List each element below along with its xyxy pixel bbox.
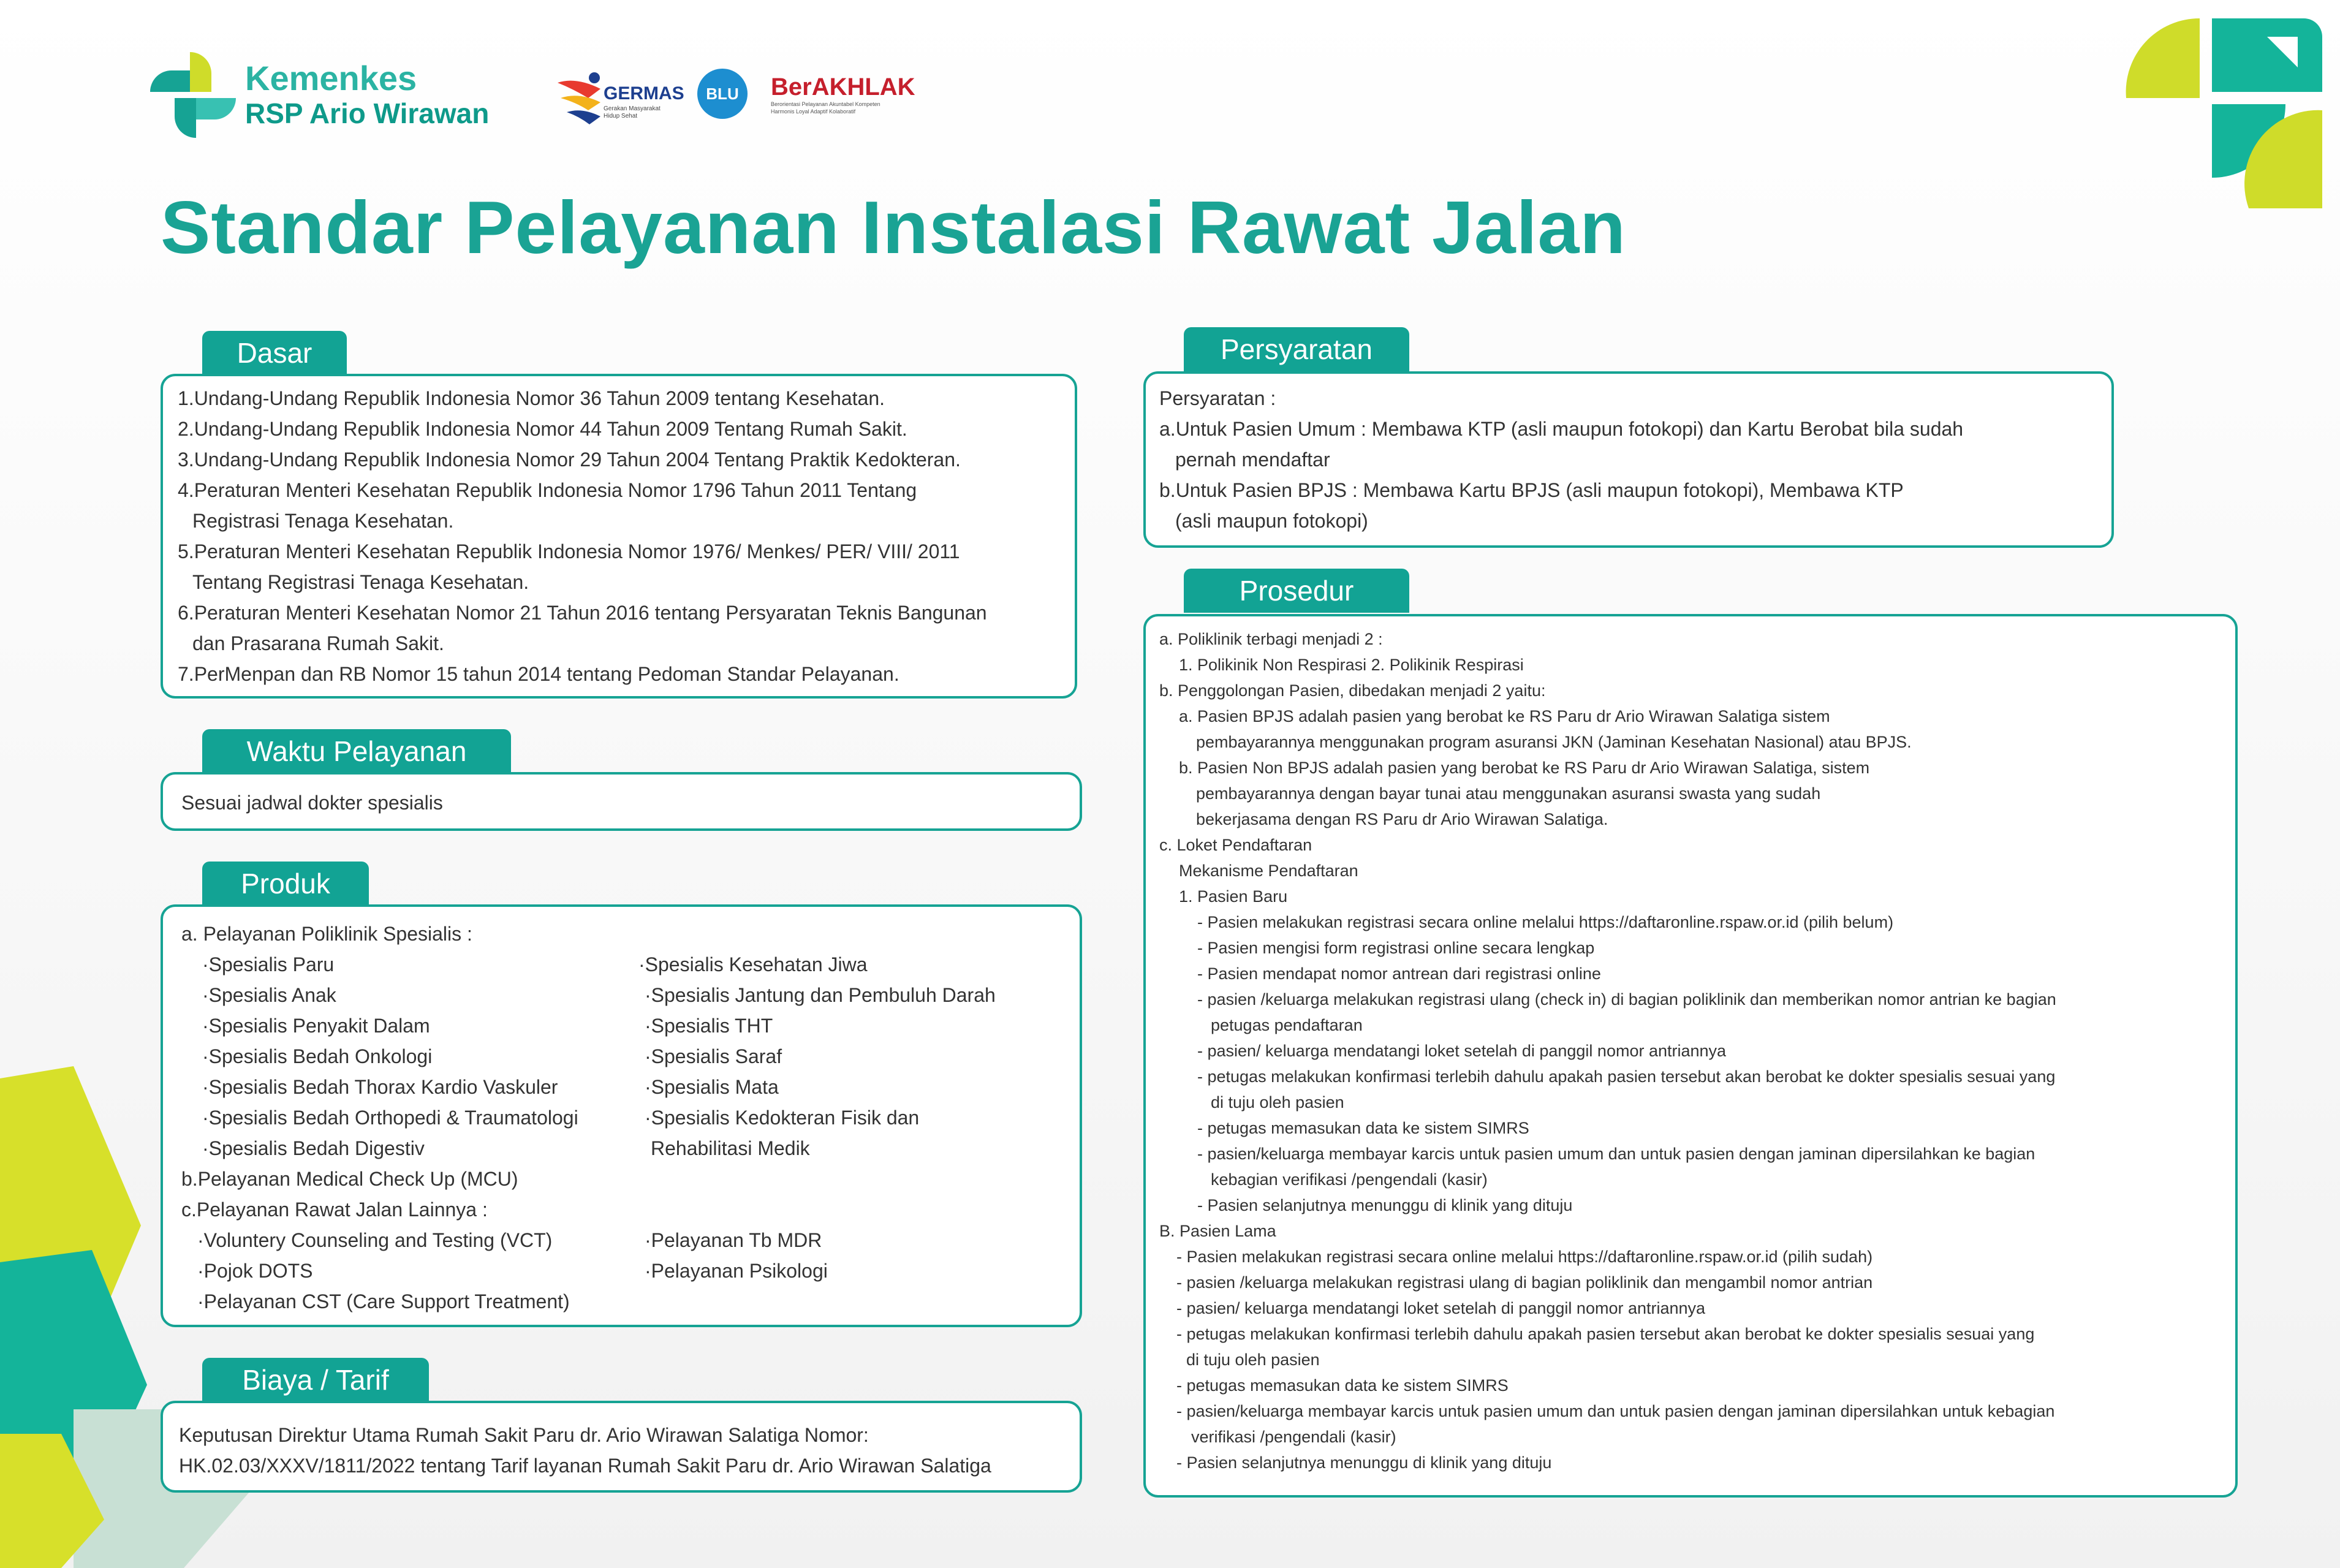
produk-right-line: ·Pelayanan Psikologi bbox=[645, 1260, 828, 1282]
produk-left-line: c.Pelayanan Rawat Jalan Lainnya : bbox=[181, 1199, 488, 1221]
dasar-line: 6.Peraturan Menteri Kesehatan Nomor 21 Tahun 2016 tentang Persyaratan Teknis Bangunan bbox=[178, 602, 987, 624]
produk-left-line: a. Pelayanan Poliklinik Spesialis : bbox=[181, 923, 472, 945]
produk-left-line: ·Spesialis Bedah Thorax Kardio Vaskuler bbox=[202, 1076, 558, 1098]
produk-left-line: ·Spesialis Paru bbox=[202, 953, 335, 975]
prosedur-line: di tuju oleh pasien bbox=[1211, 1093, 1344, 1112]
prosedur-line: bekerjasama dengan RS Paru dr Ario Wirawan Salatiga. bbox=[1196, 810, 1608, 828]
prosedur-line: - petugas memasukan data ke sistem SIMRS bbox=[1197, 1119, 1529, 1137]
produk-tab: Produk bbox=[202, 862, 369, 906]
persyaratan-line: pernah mendaftar bbox=[1175, 449, 1330, 471]
prosedur-line: - pasien /keluarga melakukan registrasi ulang di bagian poliklinik dan mengambil nomor antrian bbox=[1176, 1273, 1873, 1292]
prosedur-line: pembayarannya menggunakan program asuransi JKN (Jaminan Kesehatan Nasional) atau BPJS. bbox=[1196, 733, 1912, 751]
waktu-tab: Waktu Pelayanan bbox=[202, 729, 511, 773]
prosedur-line: a. Poliklinik terbagi menjadi 2 : bbox=[1159, 630, 1383, 648]
prosedur-line: - Pasien melakukan registrasi secara online melalui https://daftaronline.rspaw.or.id (pilih sudah) bbox=[1176, 1248, 1873, 1266]
prosedur-line: - pasien /keluarga melakukan registrasi ulang (check in) di bagian poliklinik dan memberikan nomor antrian ke bagian bbox=[1197, 990, 2056, 1009]
produk-right-line: ·Pelayanan Tb MDR bbox=[645, 1229, 822, 1251]
top-right-decor-shapes bbox=[2120, 12, 2328, 221]
prosedur-line: - pasien/ keluarga mendatangi loket setelah di panggil nomor antriannya bbox=[1176, 1299, 1706, 1317]
dasar-line: dan Prasarana Rumah Sakit. bbox=[192, 632, 444, 654]
persyaratan-line: (asli maupun fotokopi) bbox=[1175, 510, 1368, 532]
prosedur-line: - Pasien mengisi form registrasi online secara lengkap bbox=[1197, 939, 1595, 957]
produk-right-line: ·Spesialis Kesehatan Jiwa bbox=[638, 953, 868, 975]
dasar-line: 5.Peraturan Menteri Kesehatan Republik Indonesia Nomor 1976/ Menkes/ PER/ VIII/ 2011 bbox=[178, 540, 960, 562]
prosedur-box bbox=[1143, 614, 2238, 1498]
persyaratan-tab: Persyaratan bbox=[1184, 327, 1409, 371]
biaya-line: Keputusan Direktur Utama Rumah Sakit Paru dr. Ario Wirawan Salatiga Nomor: bbox=[179, 1424, 869, 1446]
germas-tagline: Gerakan Masyarakat Hidup Sehat bbox=[604, 105, 661, 119]
produk-left-line: ·Spesialis Anak bbox=[202, 984, 336, 1006]
prosedur-line: petugas pendaftaran bbox=[1211, 1016, 1363, 1034]
produk-left-line: ·Spesialis Penyakit Dalam bbox=[202, 1015, 430, 1037]
kemenkes-logo-icon bbox=[147, 49, 239, 141]
waktu-box bbox=[161, 772, 1082, 831]
produk-right-line: ·Spesialis THT bbox=[645, 1015, 773, 1037]
dasar-line: Tentang Registrasi Tenaga Kesehatan. bbox=[192, 571, 529, 593]
germas-wordmark: GERMAS bbox=[604, 83, 684, 104]
prosedur-line: - Pasien mendapat nomor antrean dari registrasi online bbox=[1197, 964, 1601, 983]
prosedur-line: b. Pasien Non BPJS adalah pasien yang berobat ke RS Paru dr Ario Wirawan Salatiga, sistem bbox=[1179, 759, 1870, 777]
dasar-line: 1.Undang-Undang Republik Indonesia Nomor 36 Tahun 2009 tentang Kesehatan. bbox=[178, 387, 885, 409]
prosedur-line: b. Penggolongan Pasien, dibedakan menjadi 2 yaitu: bbox=[1159, 681, 1546, 700]
produk-left-line: ·Voluntery Counseling and Testing (VCT) bbox=[197, 1229, 553, 1251]
dasar-line: 7.PerMenpan dan RB Nomor 15 tahun 2014 tentang Pedoman Standar Pelayanan. bbox=[178, 663, 899, 685]
persyaratan-line: b.Untuk Pasien BPJS : Membawa Kartu BPJS (asli maupun fotokopi), Membawa KTP bbox=[1159, 479, 1904, 501]
produk-left-line: ·Spesialis Bedah Orthopedi & Traumatologi bbox=[202, 1107, 578, 1129]
produk-left-line: b.Pelayanan Medical Check Up (MCU) bbox=[181, 1168, 518, 1190]
prosedur-line: 1. Polikinik Non Respirasi 2. Polikinik Respirasi bbox=[1179, 656, 1524, 674]
prosedur-line: 1. Pasien Baru bbox=[1179, 887, 1288, 906]
prosedur-line: - Pasien selanjutnya menunggu di klinik yang dituju bbox=[1197, 1196, 1573, 1214]
prosedur-line: a. Pasien BPJS adalah pasien yang berobat ke RS Paru dr Ario Wirawan Salatiga sistem bbox=[1179, 707, 1830, 725]
prosedur-line: - petugas melakukan konfirmasi terlebih dahulu apakah pasien tersebut akan berobat ke dokter spesialis sesuai yang bbox=[1197, 1067, 2056, 1086]
produk-right-line: ·Spesialis Saraf bbox=[645, 1045, 782, 1067]
biaya-box bbox=[161, 1401, 1082, 1493]
prosedur-line: - pasien/keluarga membayar karcis untuk pasien umum dan untuk pasien dengan jaminan dipersilahkan untuk kebagian bbox=[1176, 1402, 2055, 1420]
prosedur-tab: Prosedur bbox=[1184, 569, 1409, 613]
prosedur-line: - Pasien selanjutnya menunggu di klinik yang dituju bbox=[1176, 1453, 1552, 1472]
prosedur-line: kebagian verifikasi /pengendali (kasir) bbox=[1211, 1170, 1488, 1189]
dasar-line: Registrasi Tenaga Kesehatan. bbox=[192, 510, 454, 532]
prosedur-line: di tuju oleh pasien bbox=[1186, 1350, 1320, 1369]
dasar-line: 2.Undang-Undang Republik Indonesia Nomor 44 Tahun 2009 Tentang Rumah Sakit. bbox=[178, 418, 907, 440]
produk-left-line: ·Spesialis Bedah Onkologi bbox=[202, 1045, 433, 1067]
persyaratan-line: a.Untuk Pasien Umum : Membawa KTP (asli maupun fotokopi) dan Kartu Berobat bila sudah bbox=[1159, 418, 1964, 440]
page-title: Standar Pelayanan Instalasi Rawat Jalan bbox=[161, 186, 1626, 269]
waktu-text: Sesuai jadwal dokter spesialis bbox=[181, 792, 443, 814]
prosedur-line: - pasien/keluarga membayar karcis untuk pasien umum dan untuk pasien dengan jaminan dipersilahkan ke bagian bbox=[1197, 1145, 2035, 1163]
produk-left-line: ·Pelayanan CST (Care Support Treatment) bbox=[197, 1290, 570, 1312]
biaya-line: HK.02.03/XXXV/1811/2022 tentang Tarif layanan Rumah Sakit Paru dr. Ario Wirawan Salatiga bbox=[179, 1455, 991, 1477]
persyaratan-box bbox=[1143, 371, 2114, 548]
produk-left-line: ·Spesialis Bedah Digestiv bbox=[202, 1137, 425, 1159]
berakhlak-tagline: Berorientasi Pelayanan Akuntabel Kompeten Harmonis Loyal Adaptif Kolaboratif bbox=[771, 101, 880, 115]
brand-subtitle: RSP Ario Wirawan bbox=[245, 97, 490, 129]
prosedur-line: verifikasi /pengendali (kasir) bbox=[1191, 1428, 1396, 1446]
berakhlak-wordmark: BerAKHLAK bbox=[771, 74, 915, 100]
prosedur-line: - Pasien melakukan registrasi secara online melalui https://daftaronline.rspaw.or.id (pilih belum) bbox=[1197, 913, 1894, 931]
produk-right-line: Rehabilitasi Medik bbox=[651, 1137, 810, 1159]
prosedur-line: pembayarannya dengan bayar tunai atau menggunakan asuransi swasta yang sudah bbox=[1196, 784, 1821, 803]
dasar-box bbox=[161, 374, 1077, 699]
brand-name: Kemenkes bbox=[245, 59, 417, 97]
biaya-tab: Biaya / Tarif bbox=[202, 1358, 429, 1402]
produk-right-line: ·Spesialis Jantung dan Pembuluh Darah bbox=[645, 984, 996, 1006]
produk-right-line: ·Spesialis Kedokteran Fisik dan bbox=[645, 1107, 920, 1129]
dasar-line: 4.Peraturan Menteri Kesehatan Republik Indonesia Nomor 1796 Tahun 2011 Tentang bbox=[178, 479, 917, 501]
prosedur-line: - petugas memasukan data ke sistem SIMRS bbox=[1176, 1376, 1509, 1395]
prosedur-line: Mekanisme Pendaftaran bbox=[1179, 862, 1358, 880]
dasar-line: 3.Undang-Undang Republik Indonesia Nomor 29 Tahun 2004 Tentang Praktik Kedokteran. bbox=[178, 449, 961, 471]
persyaratan-line: Persyaratan : bbox=[1159, 387, 1276, 409]
prosedur-line: - pasien/ keluarga mendatangi loket setelah di panggil nomor antriannya bbox=[1197, 1042, 1727, 1060]
produk-box bbox=[161, 904, 1082, 1327]
prosedur-line: - petugas melakukan konfirmasi terlebih dahulu apakah pasien tersebut akan berobat ke dokter spesialis sesuai yang bbox=[1176, 1325, 2035, 1343]
blu-logo: BLU bbox=[697, 69, 748, 119]
dasar-tab: Dasar bbox=[202, 331, 347, 375]
produk-left-line: ·Pojok DOTS bbox=[197, 1260, 313, 1282]
produk-right-line: ·Spesialis Mata bbox=[645, 1076, 779, 1098]
prosedur-line: B. Pasien Lama bbox=[1159, 1222, 1276, 1240]
prosedur-line: c. Loket Pendaftaran bbox=[1159, 836, 1312, 854]
